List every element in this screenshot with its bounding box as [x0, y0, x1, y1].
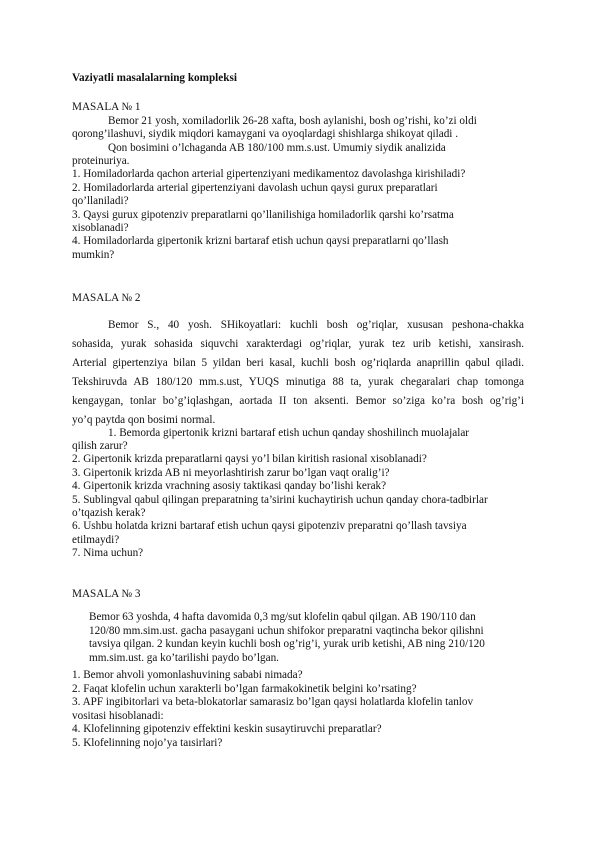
problem-2-case-paragraph — [72, 316, 524, 430]
problem-2-question: qilish zarur? — [72, 440, 128, 452]
problem-1-question: 3. Qaysi gurux gipotenziv preparatlarni qo’llanilishiga homiladorlik qarshi ko’rsatma — [72, 209, 454, 221]
problem-1-line: qorong’ilashuvi, siydik miqdori kamaygani va oyoqlardagi shishlarga shikoyat qiladi . — [72, 128, 459, 140]
problem-2-question: 3. Gipertonik krizda AB ni meyorlashtirish zarur bo’lgan vaqt oralig’i? — [72, 467, 390, 479]
problem-2-case-line: sohasida, yurak sohasida siquvchi xarakterdagi og’riqlar, yurak tez urib ketishi, xansirash. — [72, 338, 524, 350]
document-title: Vaziyatli masalalarning kompleksi — [72, 72, 237, 84]
problem-2-question: 5. Sublingval qabul qilingan preparatning ta’sirini kuchaytirish uchun qanday chora-tadbirlar — [72, 494, 488, 506]
problem-2-question: 7. Nima uchun? — [72, 547, 144, 559]
problem-2-question: 6. Ushbu holatda krizni bartaraf etish uchun qaysi gipotenziv preparatni qo’llash tavsiya — [72, 520, 467, 532]
problem-3-question: 5. Klofelinning nojo’ya taısirlari? — [72, 737, 223, 749]
problem-3-case-line: 120/80 mm.sim.ust. gacha pasaygani uchun shifokor preparatni vaqtincha bekor qilishni — [89, 625, 484, 637]
problem-3-question: 3. APF ingibitorlari va beta-blokatorlar samarasiz bo’lgan qaysi holatlarda klofelin tanlov — [72, 696, 474, 708]
problem-2-heading: MASALA № 2 — [72, 292, 141, 304]
problem-3-case-line: tavsiya qilgan. 2 kundan keyin kuchli bosh og’rig’i, yurak urib ketishi, AB ning 210/120 — [89, 638, 485, 650]
problem-2-case-line: Tekshiruvda AB 180/120 mm.s.ust, YUQS minutiga 88 ta, yurak chegaralari chap tomonga — [72, 376, 524, 388]
problem-1-question: 4. Homiladorlarda gipertonik krizni bartaraf etish uchun qaysi preparatlarni qo’llash — [72, 235, 449, 247]
problem-1-question: 2. Homiladorlarda arterial gipertenziyani davolash uchun qaysi gurux preparatlari — [72, 182, 438, 194]
problem-3-case-line: mm.sim.ust. ga ko’tarilishi paydo bo’lgan. — [89, 652, 279, 664]
problem-2-case-line: Arterial gipertenziya bilan 5 yildan beri kasal, kuchli bosh og’riqlarda anaprillin qabul qiladi. — [72, 357, 524, 369]
problem-1-line: Qon bosimini o’lchaganda AB 180/100 mm.s.ust. Umumiy siydik analizida — [108, 142, 446, 154]
problem-2-question: o’tqazish kerak? — [72, 507, 146, 519]
problem-2-question: 1. Bemorda gipertonik krizni bartaraf etish uchun qanday shoshilinch muolajalar — [108, 427, 470, 439]
problem-1-question: qo’llaniladi? — [72, 195, 129, 207]
problem-3-question: 4. Klofelinning gipotenziv effektini keskin susaytiruvchi preparatlar? — [72, 723, 382, 735]
problem-2-case-line: yo’q paytda qon bosimi normal. — [72, 414, 216, 426]
problem-2-question: 4. Gipertonik krizda vrachning asosiy taktikasi qanday bo’lishi kerak? — [72, 480, 387, 492]
problem-1-line: Bemor 21 yosh, xomiladorlik 26-28 xafta, bosh aylanishi, bosh og’rishi, ko’zi oldi — [108, 115, 477, 127]
problem-3-question: 1. Bemor ahvoli yomonlashuvining sababi nimada? — [72, 669, 303, 681]
problem-2-case-line: Bemor S., 40 yosh. SHikoyatlari: kuchli bosh og’riqlar, xususan peshona-chakka — [108, 319, 524, 331]
problem-1-question: 1. Homiladorlarda qachon arterial gipertenziyani medikamentoz davolashga kirishiladi? — [72, 168, 466, 180]
problem-3-question: 2. Faqat klofelin uchun xarakterli bo’lgan farmakokinetik belgini ko’rsating? — [72, 683, 417, 695]
problem-2-case-line: kengaygan, tonlar bo’g’iqlashgan, aortada II ton aksenti. Bemor so’ziga ko’ra bosh og’rig’i — [72, 395, 524, 407]
problem-3-case-line: Bemor 63 yoshda, 4 hafta davomida 0,3 mg/sut klofelin qabul qilgan. AB 190/110 dan — [89, 611, 476, 623]
problem-3-heading: MASALA № 3 — [72, 588, 141, 600]
problem-2-question: etilmaydi? — [72, 534, 120, 546]
problem-1-line: proteinuriya. — [72, 155, 130, 167]
problem-3-question: vositasi hisoblanadi: — [72, 710, 164, 722]
problem-2-question: 2. Gipertonik krizda preparatlarni qaysi yo’l bilan kiritish rasional xisoblanadi? — [72, 453, 427, 465]
problem-1-heading: MASALA № 1 — [72, 101, 141, 113]
problem-1-question: xisoblanadi? — [72, 222, 129, 234]
problem-1-question: mumkin? — [72, 249, 115, 261]
